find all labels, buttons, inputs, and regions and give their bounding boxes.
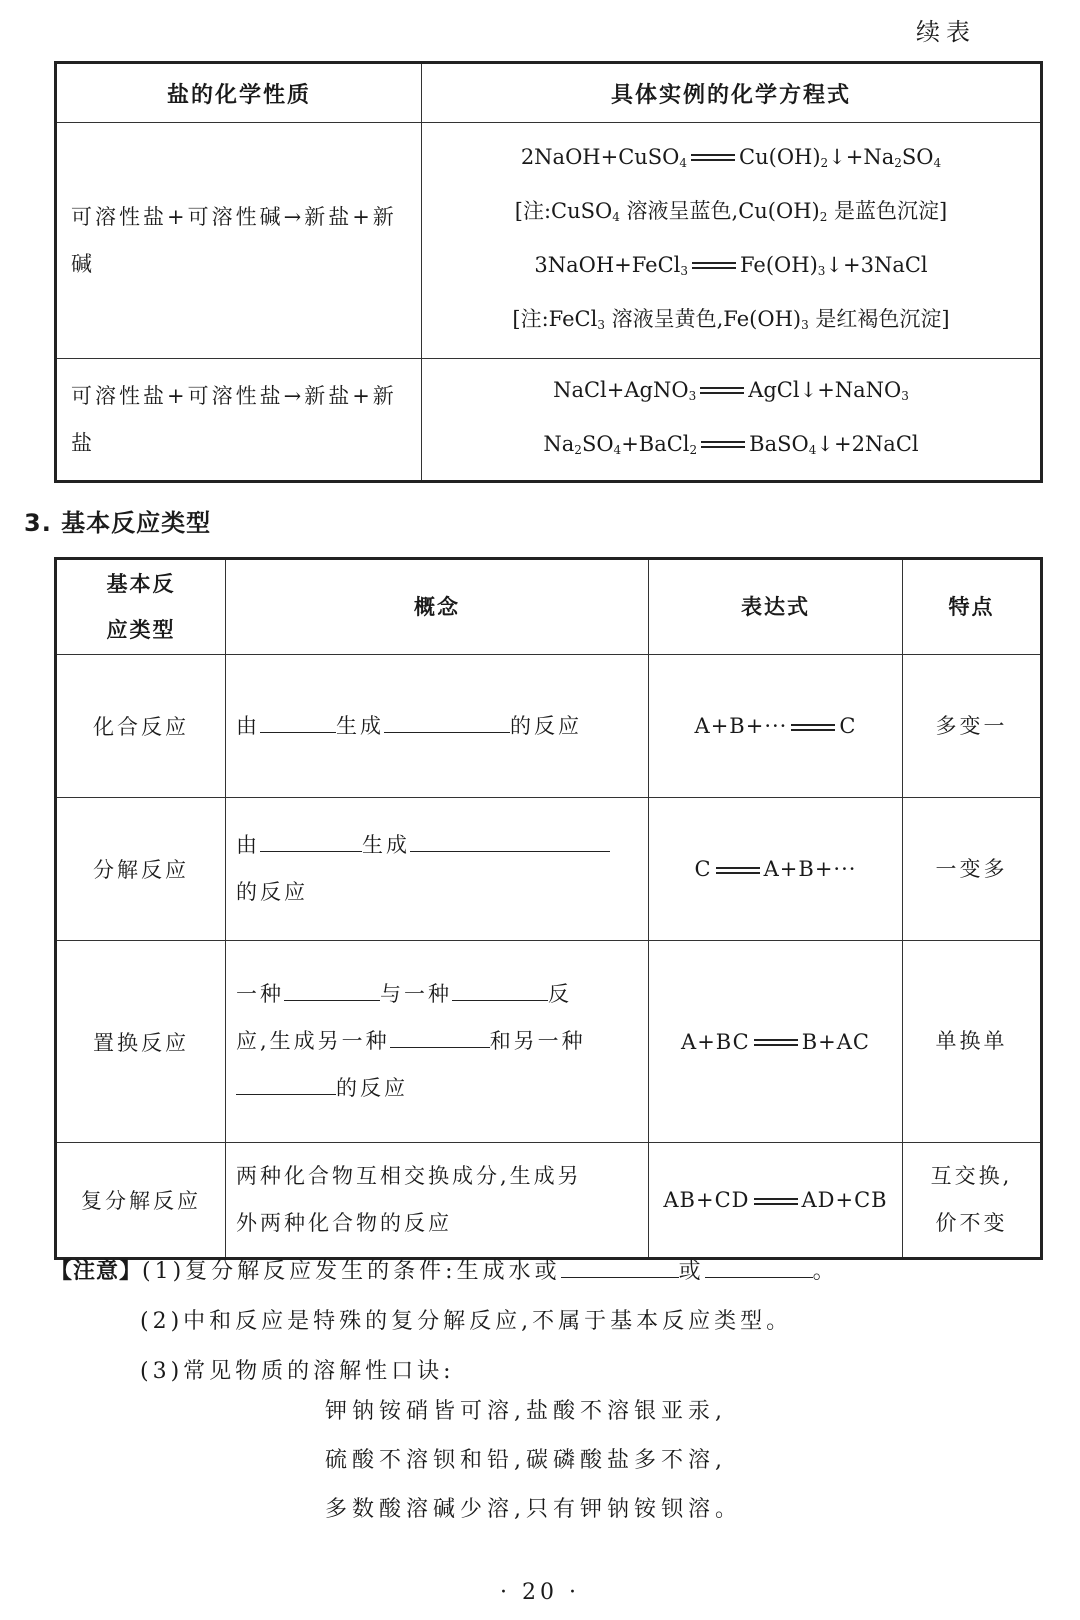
reaction-type: 置换反应 — [56, 941, 226, 1143]
property-text: 可溶性盐+可溶性盐→新盐+新盐 — [71, 383, 397, 455]
table-row — [56, 941, 1042, 1143]
equation-note: [注:FeCl$_3$ 溶液呈黄色$,Fe(OH)_3$ 是红褐色沉淀] — [512, 306, 950, 332]
note-2: (2)中和反应是特殊的复分解反应,不属于基本反应类型。 — [140, 1309, 793, 1334]
note-label: 【注意】 — [50, 1259, 143, 1284]
table-row — [56, 655, 1042, 798]
property-text: 可溶性盐+可溶性碱→新盐+新碱 — [71, 204, 397, 276]
equation: 2NaOH+CuSO$_4$ $Cu(OH)_2↓+Na_2SO_4$ — [520, 144, 942, 170]
table-row — [56, 1143, 1042, 1259]
concept-cell: 由 生成 的反应 — [226, 798, 649, 941]
header-property: 盐的化学性质 — [56, 63, 422, 123]
table-header-row — [56, 559, 1042, 655]
header-examples: 具体实例的化学方程式 — [422, 63, 1042, 123]
reaction-types-table — [54, 557, 1043, 1260]
expression-cell: A+BC B+AC — [649, 941, 903, 1143]
feature-cell: 互交换, 价不变 — [903, 1143, 1042, 1259]
property-cell — [56, 123, 422, 359]
page-number: · 20 · — [500, 1580, 580, 1605]
equations-cell — [422, 123, 1042, 359]
equation-note: [注:CuSO$_4$ 溶液呈蓝色$,Cu(OH)_2$ 是蓝色沉淀] — [514, 198, 948, 224]
table-row — [56, 798, 1042, 941]
table-row — [56, 359, 1042, 482]
salt-properties-table — [54, 61, 1043, 483]
feature-cell: 单换单 — [903, 941, 1042, 1143]
table-row — [56, 123, 1042, 359]
expression-cell: C A+B+··· — [649, 798, 903, 941]
reaction-type: 化合反应 — [56, 655, 226, 798]
rhyme-line: 钾钠铵硝皆可溶,盐酸不溶银亚汞, — [325, 1399, 727, 1424]
equation: 3NaOH+FeCl$_3$ $Fe(OH)_3↓+3NaCl$ — [534, 252, 928, 278]
equation: NaCl+AgNO$_3$ AgCl↓+NaNO$_3$ — [553, 377, 909, 403]
concept-cell: 一种 与一种 反 应,生成另一种 和另一种 的反应 — [226, 941, 649, 1143]
feature-cell: 多变一 — [903, 655, 1042, 798]
feature-cell: 一变多 — [903, 798, 1042, 941]
equation: $Na_2SO_4+BaCl_2$ BaSO$_4$↓+2NaCl — [543, 431, 919, 457]
header-concept: 概念 — [226, 559, 649, 655]
reaction-type: 分解反应 — [56, 798, 226, 941]
concept-cell: 两种化合物互相交换成分,生成另 外两种化合物的反应 — [226, 1143, 649, 1259]
expression-cell: AB+CD AD+CB — [649, 1143, 903, 1259]
concept-cell: 由 生成 的反应 — [226, 655, 649, 798]
equations-cell — [422, 359, 1042, 482]
reaction-type: 复分解反应 — [56, 1143, 226, 1259]
header-expression: 表达式 — [649, 559, 903, 655]
note-3: (3)常见物质的溶解性口诀: — [140, 1359, 455, 1384]
rhyme-line: 硫酸不溶钡和铅,碳磷酸盐多不溶, — [325, 1448, 727, 1473]
rhyme-line: 多数酸溶碱少溶,只有钾钠铵钡溶。 — [325, 1497, 742, 1522]
header-type: 基本反应类型 — [56, 559, 226, 655]
continued-label: 续表 — [916, 18, 976, 46]
property-cell — [56, 359, 422, 482]
expression-cell: A+B+··· C — [649, 655, 903, 798]
note-1: 【注意】(1)复分解反应发生的条件:生成水或 或 。 — [50, 1259, 839, 1284]
table-header-row — [56, 63, 1042, 123]
header-feature: 特点 — [903, 559, 1042, 655]
section-title: 3. 基本反应类型 — [24, 509, 212, 537]
